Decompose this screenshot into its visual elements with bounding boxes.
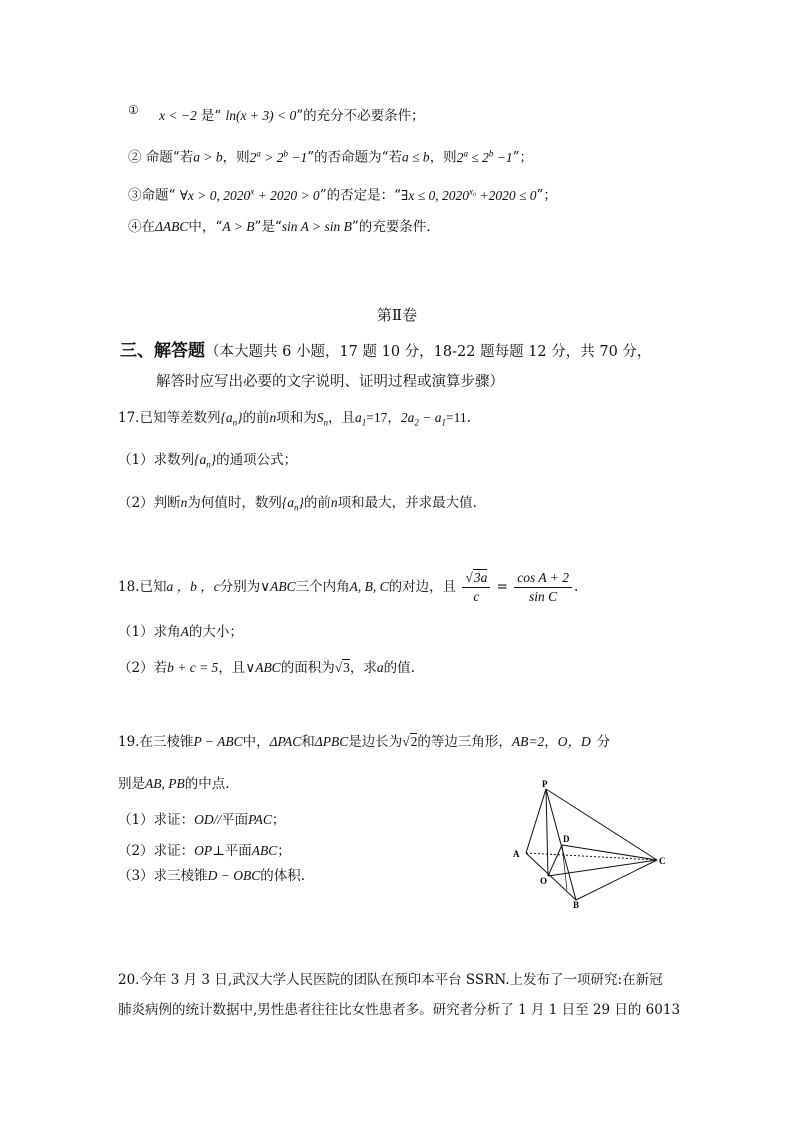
math-inline: sin C [529, 589, 558, 604]
question-19-stem-2 [118, 774, 230, 794]
text: 是“ [200, 108, 222, 124]
text: 项和为 [276, 410, 317, 426]
text: 分别为 [219, 579, 261, 595]
label-b: B [573, 900, 580, 908]
text: 的面积为 [280, 660, 335, 676]
volume-title: 第Ⅱ卷 [376, 306, 418, 324]
part-label: （1） [118, 624, 154, 640]
part-label: （3） [118, 868, 154, 884]
text: 的前 [242, 410, 270, 426]
label-a: A [513, 849, 520, 859]
text: 命题“若 [145, 149, 194, 166]
math-inline: cos A + 2 [514, 569, 572, 588]
edge-pa [526, 789, 546, 853]
math-inline: c [473, 589, 480, 604]
math-inline: − a [422, 410, 442, 425]
math-inline: ∃x ≤ 0, 2020 [401, 187, 469, 203]
section-heading-label: 三、解答题 [120, 341, 205, 361]
part-label: （2） [118, 843, 154, 859]
text: ”是“ [254, 219, 282, 235]
math-inline: {a [194, 452, 207, 467]
text: ”的充要条件. [351, 219, 431, 235]
text: 已知等差数列 [139, 410, 221, 426]
text: 中， [242, 734, 270, 750]
text: 的大小； [188, 624, 243, 640]
math-inline: ΔPAC [269, 734, 302, 749]
label-c: C [659, 856, 666, 866]
statement-marker: ① [128, 103, 139, 117]
question-19-part-3 [118, 866, 305, 886]
text: 已知 [139, 579, 167, 595]
math-inline: −1 [496, 149, 513, 165]
text: 的对边，且 [388, 579, 457, 595]
text: 是边长为 [348, 734, 403, 750]
text: 别是 [118, 776, 145, 792]
text: 在三棱锥 [139, 734, 194, 750]
math-inline: 3 [343, 660, 350, 675]
math-inline: ln(x + 3) < 0 [225, 108, 297, 123]
question-17-stem: 17.已知等差数列$\{a_n\}$的前n项和为$S_n$，且$a_1=17$，$2a_2 - a_1=11$. [118, 410, 471, 428]
text: 的中点. [184, 776, 230, 792]
math-inline: sin A > sin B [281, 219, 352, 234]
text: 和 [301, 734, 315, 750]
statement-2: ② 命题“若a > b，则$2^a > 2^b -1$”的否命题为“若a ≤ b，则$2^a \le 2^b -1$”； [128, 148, 534, 166]
question-18-part-2: （2）若b + c = 5，且∨ABC的面积为√3，求a的值. [118, 660, 415, 676]
statement-marker: ② [128, 149, 142, 166]
question-20-line-2: 肺炎病例的统计数据中,男性患者往往比女性患者多。研究者分析了 1 月 1 日至 29 日的 6013 [118, 1002, 681, 1018]
text: 为何值时，数列 [187, 495, 282, 511]
text: ，且 [328, 410, 356, 426]
text: 求数列 [153, 452, 195, 468]
label-p: P [542, 779, 548, 789]
question-19-part-2 [118, 841, 291, 861]
math-inline: 2 [456, 149, 464, 165]
math-inline: n [269, 410, 277, 425]
text: 若 [153, 660, 168, 676]
math-inline: 2 [410, 734, 418, 749]
math-inline: + 2020 > 0 [257, 187, 320, 203]
question-17-part-1: （1）求数列$\{a_n\}$的通项公式； [118, 452, 298, 470]
fraction-rhs [514, 569, 572, 606]
question-18-part-1 [118, 622, 243, 642]
section-heading-note: （本大题共 6 小题，17 题 10 分，18-22 题每题 12 分，共 70 分， [205, 344, 652, 360]
math-inline: b + c = 5 [167, 660, 219, 675]
text: ， [544, 734, 558, 750]
math-inline: n [330, 495, 338, 510]
math-inline: ΔPBC [314, 734, 349, 749]
text: 的体积. [260, 868, 305, 884]
section-heading-note-2: 解答时应写出必要的文字说明、证明过程或演算步骤） [156, 374, 504, 390]
math-inline: A [180, 624, 189, 639]
math-inline: 2 [249, 149, 257, 165]
text: 求证： [153, 812, 195, 828]
math-inline: +2020 ≤ 0 [479, 187, 537, 203]
question-18-stem: 18.已知a ，b ，c分别为∨ABC三个内角A, B, C的对边，且 $\frac{√3a}{c}$ = $\frac{\text{cos A + 2}}{\text{sin C}}$ . [118, 570, 579, 604]
text: 判断 [153, 495, 181, 511]
math-inline: D − OBC [207, 868, 261, 883]
text: 的通项公式； [216, 452, 298, 468]
part-label: （1） [118, 812, 154, 828]
text: 的等边三角形， [417, 734, 512, 750]
math-inline: S [316, 410, 324, 425]
label-o: O [540, 876, 548, 886]
math-inline: ΔABC [155, 219, 189, 234]
text: 的前 [303, 495, 331, 511]
math-inline: 3a [473, 570, 488, 585]
math-inline: ABC [251, 843, 278, 858]
math-inline: =11 [446, 410, 467, 425]
edge-po [546, 789, 548, 876]
question-number: 18. [118, 579, 140, 595]
question-number: 17. [118, 410, 140, 426]
math-inline: −1 [291, 149, 308, 165]
math-inline: a [355, 410, 362, 425]
part-label: （1） [118, 452, 154, 468]
math-inline: x < −2 [159, 108, 197, 123]
math-inline: P − ABC [193, 734, 243, 749]
text: ，求 [349, 660, 377, 676]
section-heading [120, 336, 651, 361]
text: ， [387, 410, 401, 426]
text: 三个内角 [295, 579, 350, 595]
text: ，且 [218, 660, 246, 676]
text: 命题“ [141, 187, 176, 204]
math-inline: {a [281, 495, 294, 510]
text: 求角 [153, 624, 181, 640]
text: 求证： [153, 843, 195, 859]
math-inline: ∨ABC [245, 660, 281, 675]
text: 平面 [224, 843, 252, 859]
part-label: （2） [118, 495, 154, 511]
part-label: （2） [118, 660, 154, 676]
math-inline: OP⊥ [194, 843, 225, 858]
text: ”； [512, 149, 534, 166]
math-inline: O，D [557, 734, 591, 749]
math-inline: a ，b ，c [166, 579, 220, 594]
text: 平面 [221, 812, 249, 828]
statement-marker: ④ [128, 219, 142, 235]
text: 分 [596, 734, 611, 750]
math-inline: a > b [193, 149, 223, 165]
text: 项和最大，并求最大值. [337, 495, 477, 511]
question-20-line-1: 20.今年 3 月 3 日,武汉大学人民医院的团队在预印本平台 SSRN.上发布了一项研究:在新冠 [118, 972, 663, 988]
math-inline: n [180, 495, 188, 510]
text: 求三棱锥 [153, 868, 208, 884]
text: ； [277, 843, 291, 859]
text: 在 [141, 219, 155, 235]
math-inline: OD// [194, 812, 222, 827]
statement-4 [128, 217, 431, 237]
math-inline: AB=2 [511, 734, 545, 749]
math-inline: > 2 [264, 149, 284, 165]
math-inline: PAC [248, 812, 272, 827]
label-d: D [563, 834, 570, 844]
math-inline: AB, PB [145, 776, 185, 791]
statement-marker: ③ [128, 187, 142, 204]
question-number: 19. [118, 734, 140, 750]
math-inline: =17 [366, 410, 388, 425]
math-inline: ≤ 2 [471, 149, 489, 165]
edge-ab [526, 853, 576, 900]
edge-dc [562, 845, 657, 860]
math-inline: A > B [222, 219, 255, 234]
statement-3: ③命题“ ∀x > 0, 2020$^x$ + 2020 > 0”的否定是：“∃x ≤ 0, $2020^{x_0} +2020 \le 0$”； [128, 186, 557, 204]
text: ，则 [429, 149, 457, 166]
text: ”； [536, 187, 557, 204]
math-inline: ∨ABC [260, 579, 296, 594]
text: ”的否定是：“ [319, 187, 401, 204]
text: ，则 [222, 149, 250, 166]
math-inline: ∀x > 0, 2020 [179, 187, 251, 203]
text: 中，“ [188, 219, 223, 235]
question-19-part-1 [118, 810, 285, 830]
text: ”的充分不必要条件； [296, 108, 425, 124]
math-inline: a ≤ b [402, 149, 430, 165]
math-inline: a [376, 660, 384, 675]
edge-od [548, 845, 562, 876]
text: . [466, 410, 471, 426]
question-17-part-2: （2）判断n为何值时，数列$\{a_n\}$的前n项和最大，并求最大值. [118, 495, 477, 513]
fraction-lhs: $\frac{√3a}{c}$ [462, 569, 490, 606]
text: 的值. [383, 660, 415, 676]
math-inline: {a [220, 410, 233, 425]
question-19-stem: 19.在三棱锥P − ABC中，ΔPAC和ΔPBC是边长为√2的等边三角形，AB=2，O，D 分 [118, 734, 611, 750]
edge-aux [562, 845, 567, 890]
math-inline: A, B, C [349, 579, 389, 594]
statement-1 [128, 103, 425, 126]
pyramid-figure [505, 778, 675, 908]
text: ”的否命题为“若 [307, 149, 403, 166]
math-inline: 2a [400, 410, 415, 425]
text: ； [271, 812, 286, 828]
